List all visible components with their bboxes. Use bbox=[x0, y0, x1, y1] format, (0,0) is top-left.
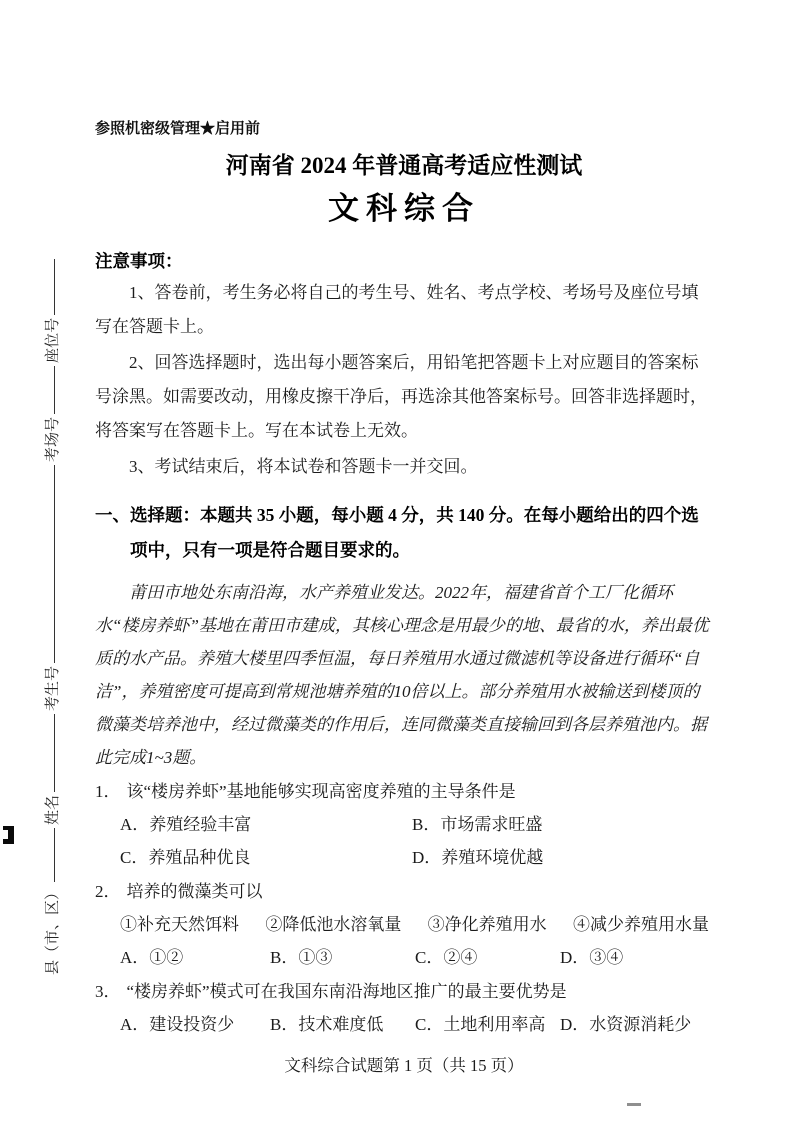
sidebar-field-label-name: 姓名 bbox=[44, 794, 61, 825]
confidential-note: 参照机密级管理★启用前 bbox=[95, 121, 261, 137]
seal-line-sidebar bbox=[28, 153, 74, 975]
scan-artifact-dash bbox=[627, 1103, 641, 1106]
page-footer: 文科综合试题第 1 页（共 15 页） bbox=[284, 1056, 524, 1075]
option-1C: C．养殖品种优良 bbox=[120, 848, 251, 867]
sidebar-field-label-room-number: 考场号 bbox=[44, 416, 61, 462]
option-2C: C．②④ bbox=[415, 948, 478, 967]
question-2 bbox=[95, 875, 713, 974]
binding-mark bbox=[3, 826, 14, 844]
option-2B: B．①③ bbox=[270, 948, 333, 967]
subitem-2: ②降低池水溶氧量 bbox=[265, 915, 402, 934]
option-2A: A．①② bbox=[120, 948, 184, 967]
question-2-text: 培养的微藻类可以 bbox=[126, 882, 263, 901]
section-heading: 一、选择题：本题共 35 小题，每小题 4 分，共 140 分。在每小题给出的四个选项中，只有一项是符合题目要求的。 bbox=[95, 505, 699, 560]
subitem-3: ③净化养殖用水 bbox=[427, 915, 547, 934]
option-3D: D．水资源消耗少 bbox=[560, 1015, 692, 1034]
sidebar-fill-line bbox=[44, 714, 55, 792]
subject-title: 文科综合 bbox=[328, 191, 480, 226]
question-1-stem bbox=[95, 775, 713, 808]
question-2-options bbox=[120, 941, 713, 974]
subitem-4: ④减少养殖用水量 bbox=[572, 915, 709, 934]
question-1-options bbox=[120, 808, 713, 874]
reading-passage: 莆田市地处东南沿海，水产养殖业发达。2022年，福建省首个工厂化循环水“楼房养虾”基地在莆田市建成，其核心理念是用最少的地、最省的水，养出最优质的水产品。养殖大楼里四季恒温，每日养殖用水通过微滤机等设备进行循环“自洁”，养殖密度可提高到常规池塘养殖的10倍以上。部分养殖用水被输送到楼顶的微藻类培养池中，经过微藻类的作用后，连同微藻类直接输回到各层养殖池内。据此完成1~3题。 bbox=[95, 583, 709, 767]
subitem-1: ①补充天然饵料 bbox=[120, 915, 239, 934]
question-3-options bbox=[120, 1008, 713, 1041]
notice-item-3: 3、考试结束后，将本试卷和答题卡一并交回。 bbox=[129, 457, 478, 476]
question-3-number: 3． bbox=[95, 982, 121, 1001]
sidebar-field-label-candidate-number: 考生号 bbox=[44, 665, 61, 711]
question-1-text: 该“楼房养虾”基地能够实现高密度养殖的主导条件是 bbox=[126, 782, 516, 801]
option-1D: D．养殖环境优越 bbox=[412, 848, 544, 867]
option-1B: B．市场需求旺盛 bbox=[412, 815, 543, 834]
sidebar-field-label-seat-number: 座位号 bbox=[44, 317, 61, 363]
notice-item-2: 2、回答选择题时，选出每小题答案后，用铅笔把答题卡上对应题目的答案标号涂黑。如需要改动，用橡皮擦干净后，再选涂其他答案标号。回答非选择题时，将答案写在答题卡上。写在本试卷上无效。 bbox=[95, 353, 707, 440]
question-2-number: 2． bbox=[95, 882, 121, 901]
question-1 bbox=[95, 775, 713, 874]
question-3-stem bbox=[95, 975, 713, 1008]
question-3-text: “楼房养虾”模式可在我国东南沿海地区推广的最主要优势是 bbox=[126, 982, 567, 1001]
option-3A: A．建设投资少 bbox=[120, 1015, 235, 1034]
option-3B: B．技术难度低 bbox=[270, 1015, 384, 1034]
sidebar-fill-line bbox=[44, 465, 55, 663]
sidebar-fill-line bbox=[44, 259, 55, 315]
notice-heading: 注意事项： bbox=[95, 251, 183, 271]
sidebar-field-label-county: 县（市、区） bbox=[44, 884, 61, 975]
sidebar-fill-line bbox=[44, 366, 55, 414]
page-content bbox=[95, 0, 713, 1079]
question-2-subitems bbox=[120, 908, 713, 941]
exam-title: 河南省 2024 年普通高考适应性测试 bbox=[225, 153, 583, 178]
sidebar-fill-line bbox=[44, 828, 55, 882]
option-1A: A．养殖经验丰富 bbox=[120, 815, 252, 834]
question-2-stem bbox=[95, 875, 713, 908]
option-3C: C．土地利用率高 bbox=[415, 1015, 546, 1034]
option-2D: D．③④ bbox=[560, 948, 624, 967]
notice-item-1: 1、答卷前，考生务必将自己的考生号、姓名、考点学校、考场号及座位号填写在答题卡上。 bbox=[95, 283, 699, 336]
question-3 bbox=[95, 975, 713, 1041]
question-1-number: 1． bbox=[95, 782, 121, 801]
